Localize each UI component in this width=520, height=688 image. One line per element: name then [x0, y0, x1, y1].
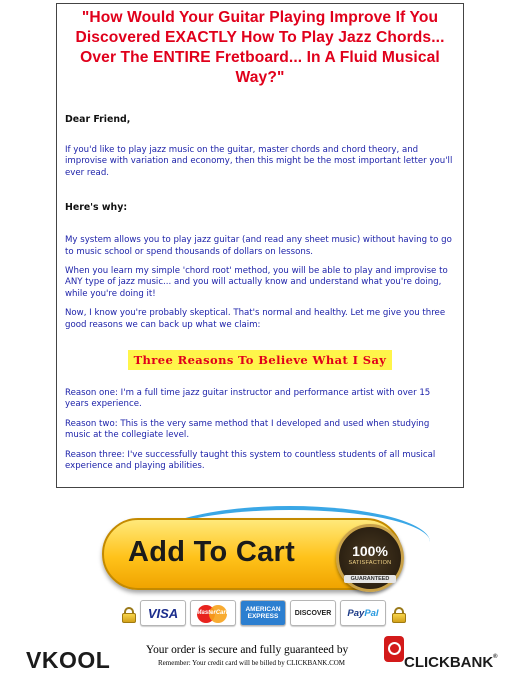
headline: "How Would Your Guitar Playing Improve If You Discovered EXACTLY How To Play Jazz Chords... Over The ENTIRE Fretboard... In A Fluid Musical Way?" — [75, 9, 445, 86]
vkool-logo: VKOOL — [26, 647, 111, 673]
body-paragraph: Now, I know you're probably skeptical. That's normal and healthy. Let me give you three good reasons we can back up what we claim: — [65, 308, 446, 330]
reasons-title-wrap — [65, 349, 455, 370]
lock-icon — [122, 607, 136, 623]
mastercard-icon: MasterCard — [190, 600, 236, 626]
intro-paragraph: If you'd like to play jazz music on the guitar, master chords and chord theory, and improvise with variation and economy, then this might be the most important letter you'll ever read. — [65, 145, 453, 178]
seal-guaranteed: GUARANTEED — [344, 575, 396, 583]
amex-card-icon: AMERICAN EXPRESS — [240, 600, 286, 626]
lock-icon — [392, 607, 406, 623]
clickbank-logo-text: CLICKBANK® — [404, 654, 498, 671]
clickbank-logo-icon — [384, 636, 404, 662]
reasons-title: Three Reasons To Believe What I Say — [128, 350, 393, 370]
secure-order-text: Your order is secure and fully guaranteed by — [146, 644, 349, 656]
heres-why-heading: Here's why: — [65, 202, 128, 214]
body-paragraph: When you learn my simple 'chord root' method, you will be able to play and improvise to ANY type of jazz music... and you will actually know and understand what you're doing, while you're doing it! — [65, 266, 448, 299]
seal-satisfaction: SATISFACTION — [348, 560, 392, 566]
greeting: Dear Friend, — [65, 114, 131, 125]
reason-item: Reason one: I'm a full time jazz guitar instructor and performance artist with over 15 years experience. — [65, 388, 431, 410]
seal-percent: 100% — [352, 543, 388, 559]
add-to-cart-label[interactable]: Add To Cart — [128, 536, 296, 568]
discover-card-icon: DISCOVER — [290, 600, 336, 626]
reason-item: Reason three: I've successfully taught this system to countless students of all musical experience and playing abilities. — [65, 449, 436, 472]
billing-notice: Remember: Your credit card will be billed by CLICKBANK.COM — [158, 659, 346, 667]
body-paragraph: My system allows you to play jazz guitar (and read any sheet music) without having to go to music school or spend thousands of dollars on lessons. — [65, 235, 452, 257]
visa-card-icon: VISA — [140, 600, 186, 626]
paypal-icon: PayPal — [340, 600, 386, 626]
sales-letter — [56, 3, 464, 488]
reason-item: Reason two: This is the very same method that I developed and used when studying music at the collegiate level. — [65, 418, 430, 441]
